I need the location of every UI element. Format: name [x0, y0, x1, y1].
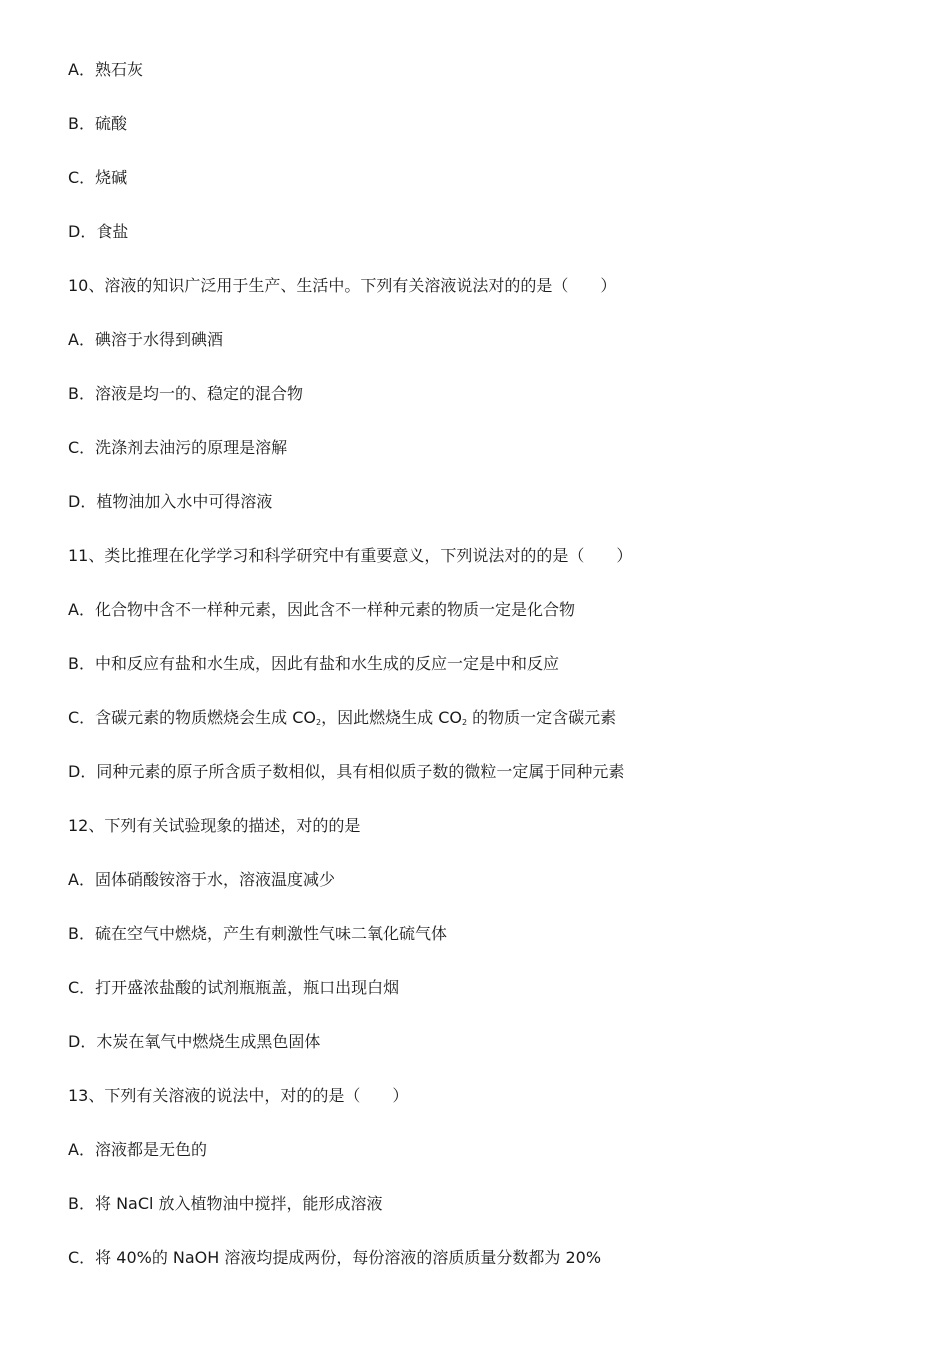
q11-option-a: A．化合物中含不一样种元素，因此含不一样种元素的物质一定是化合物	[68, 600, 575, 619]
q13-option-a: A．溶液都是无色的	[68, 1140, 207, 1159]
q9-option-a: A．熟石灰	[68, 60, 143, 79]
q12-option-c: C．打开盛浓盐酸的试剂瓶瓶盖，瓶口出现白烟	[68, 978, 400, 997]
q9-option-c: C．烧碱	[68, 168, 128, 187]
q11-option-c-part3: 的物质一定含碳元素	[467, 708, 617, 727]
q11-option-c-part1: C．含碳元素的物质燃烧会生成 CO	[68, 708, 317, 727]
q10-option-a: A．碘溶于水得到碘酒	[68, 330, 223, 349]
q10-option-d: D．植物油加入水中可得溶液	[68, 492, 273, 511]
co2-subscript: 2	[316, 718, 322, 727]
q12-option-b: B．硫在空气中燃烧，产生有刺激性气味二氧化硫气体	[68, 924, 447, 943]
q10-option-b: B．溶液是均一的、稳定的混合物	[68, 384, 303, 403]
q11-option-b: B．中和反应有盐和水生成，因此有盐和水生成的反应一定是中和反应	[68, 654, 559, 673]
q13-option-c: C．将 40%的 NaOH 溶液均提成两份，每份溶液的溶质质量分数都为 20%	[68, 1248, 602, 1267]
q12-option-a: A．固体硝酸铵溶于水，溶液温度减少	[68, 870, 335, 889]
q11-stem: 11、类比推理在化学学习和科学研究中有重要意义，下列说法对的的是（ ）	[68, 546, 633, 565]
q13-stem: 13、下列有关溶液的说法中，对的的是（ ）	[68, 1086, 409, 1105]
q12-stem: 12、下列有关试验现象的描述，对的的是	[68, 816, 361, 835]
q11-option-d: D．同种元素的原子所含质子数相似，具有相似质子数的微粒一定属于同种元素	[68, 762, 625, 781]
q13-option-b: B．将 NaCl 放入植物油中搅拌，能形成溶液	[68, 1194, 383, 1213]
q12-option-d: D．木炭在氧气中燃烧生成黑色固体	[68, 1032, 321, 1051]
q10-stem: 10、溶液的知识广泛用于生产、生活中。下列有关溶液说法对的的是（ ）	[68, 276, 617, 295]
q9-option-d: D．食盐	[68, 222, 129, 241]
q10-option-c: C．洗涤剂去油污的原理是溶解	[68, 438, 288, 457]
q9-option-b: B．硫酸	[68, 114, 127, 133]
q11-option-c	[68, 707, 616, 734]
co2-subscript: 2	[461, 718, 468, 727]
q11-option-c-part2: ，因此燃烧生成 CO	[321, 708, 462, 727]
